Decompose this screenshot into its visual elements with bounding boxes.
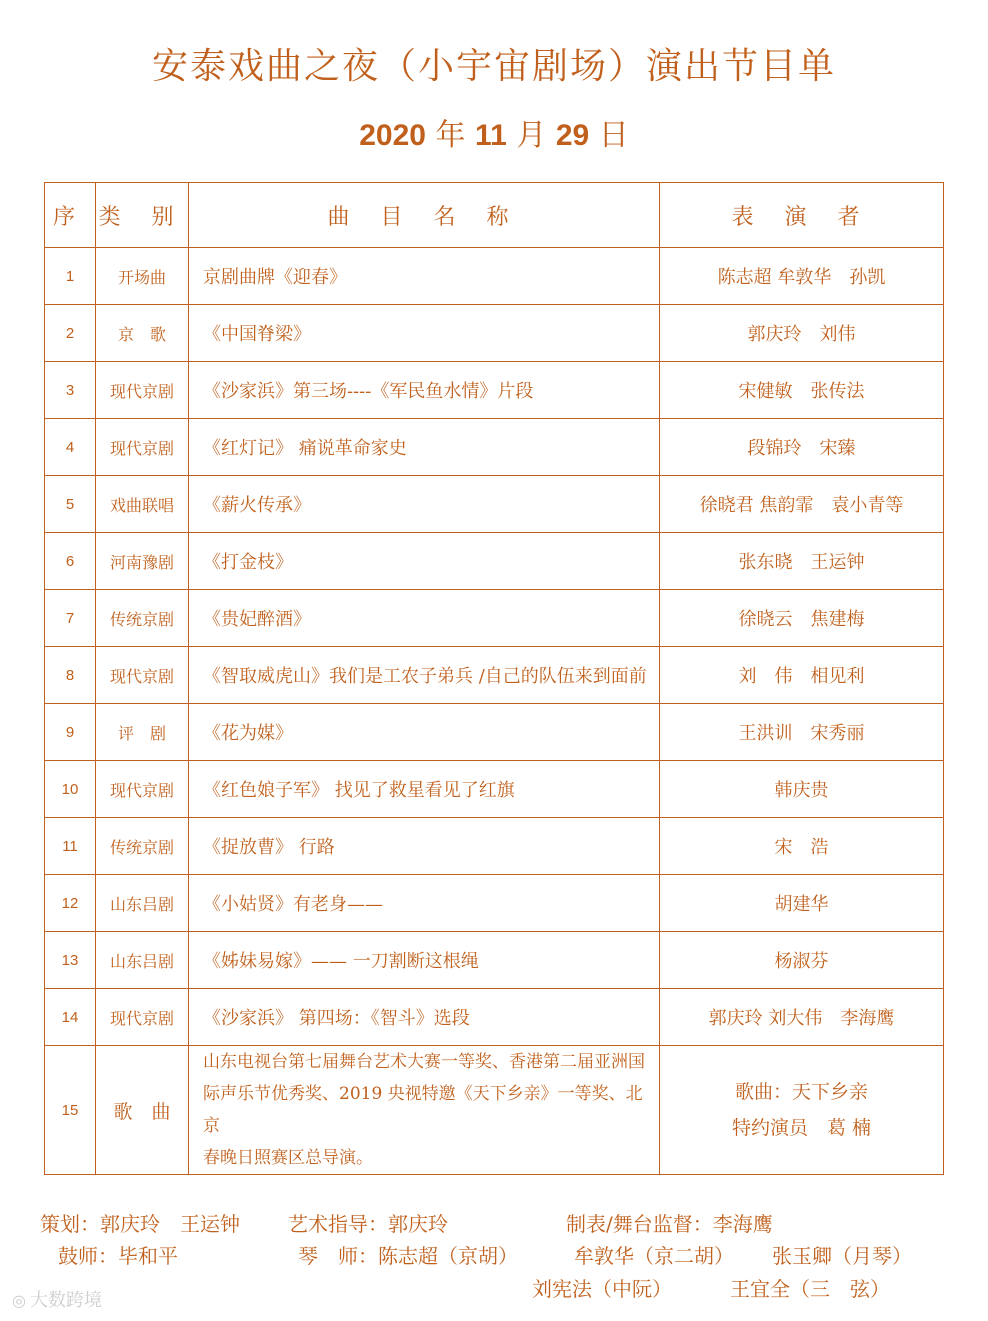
credit-sanxian: 王宜全（三 弦）	[730, 1277, 890, 1301]
row-number: 11	[45, 818, 96, 875]
table-row	[45, 875, 944, 932]
table-row	[45, 419, 944, 476]
row-performer-line: 歌曲：天下乡亲	[734, 1081, 868, 1103]
row-category: 歌 曲	[96, 1046, 189, 1175]
row-category: 京 歌	[96, 305, 189, 362]
table-row	[45, 362, 944, 419]
row-performers: 陈志超 牟敦华 孙凯	[660, 248, 944, 305]
date-month-unit: 月	[516, 118, 547, 153]
date-day-unit: 日	[598, 118, 629, 153]
row-title: 《打金枝》	[189, 533, 660, 590]
row-number: 12	[45, 875, 96, 932]
row-category: 现代京剧	[96, 647, 189, 704]
row-title: 《中国脊梁》	[189, 305, 660, 362]
table-row	[45, 1046, 944, 1175]
watermark-text: 大数跨境	[29, 1290, 102, 1311]
credit-art-director: 艺术指导：郭庆玲	[288, 1212, 448, 1236]
weibo-logo-icon: ◎	[12, 1291, 26, 1310]
credit-yueqin: 张玉卿（月琴）	[772, 1244, 912, 1268]
date-day: 29	[555, 119, 590, 152]
date-year-unit: 年	[435, 118, 466, 153]
row-number: 14	[45, 989, 96, 1046]
row-title: 《小姑贤》有老身——	[189, 875, 660, 932]
credit-planning: 策划：郭庆玲 王运钟	[40, 1212, 240, 1236]
row-performers: 宋健敏 张传法	[660, 362, 944, 419]
row-number: 7	[45, 590, 96, 647]
row-title: 《智取威虎山》我们是工农子弟兵 /自己的队伍来到面前	[189, 647, 660, 704]
column-header-title: 曲 目 名 称	[189, 183, 660, 248]
table-header-row	[45, 183, 944, 248]
row-performer-line: 特约演员 葛 楠	[731, 1117, 872, 1139]
row-performers: 胡建华	[660, 875, 944, 932]
column-header-performers: 表 演 者	[660, 183, 944, 248]
table-row	[45, 647, 944, 704]
credit-drummer: 鼓师：毕和平	[58, 1244, 178, 1268]
row-title-line: 际声乐节优秀奖、2019 央视特邀《天下乡亲》一等奖、北京	[203, 1084, 643, 1136]
date-month: 11	[475, 119, 507, 152]
credit-zhongruan: 刘宪法（中阮）	[532, 1277, 672, 1301]
watermark	[12, 1286, 102, 1312]
page-title: 安泰戏曲之夜（小宇宙剧场）演出节目单	[151, 46, 836, 87]
row-title: 《花为媒》	[189, 704, 660, 761]
table-row	[45, 989, 944, 1046]
row-number: 5	[45, 476, 96, 533]
table-row	[45, 761, 944, 818]
date-year: 2020	[359, 119, 426, 152]
row-performers: 郭庆玲 刘伟	[660, 305, 944, 362]
row-category: 戏曲联唱	[96, 476, 189, 533]
table-row	[45, 818, 944, 875]
row-performers: 郭庆玲 刘大伟 李海鹰	[660, 989, 944, 1046]
program-date	[0, 110, 988, 154]
row-category: 开场曲	[96, 248, 189, 305]
row-number: 9	[45, 704, 96, 761]
row-title: 《薪火传承》	[189, 476, 660, 533]
row-number: 10	[45, 761, 96, 818]
row-category: 山东吕剧	[96, 932, 189, 989]
row-title: 《沙家浜》第三场----《军民鱼水情》片段	[189, 362, 660, 419]
row-category: 河南豫剧	[96, 533, 189, 590]
row-number: 2	[45, 305, 96, 362]
row-performers	[660, 1046, 944, 1175]
program-table	[44, 182, 944, 1175]
row-title: 《捉放曹》 行路	[189, 818, 660, 875]
row-title: 《沙家浜》 第四场：《智斗》选段	[189, 989, 660, 1046]
credit-strings: 琴 师：陈志超（京胡）	[298, 1244, 518, 1268]
row-performers: 杨淑芬	[660, 932, 944, 989]
row-category: 现代京剧	[96, 362, 189, 419]
row-performers: 徐晓云 焦建梅	[660, 590, 944, 647]
row-number: 8	[45, 647, 96, 704]
row-title: 《红色娘子军》 找见了救星看见了红旗	[189, 761, 660, 818]
row-title: 京剧曲牌《迎春》	[189, 248, 660, 305]
row-number: 1	[45, 248, 96, 305]
credit-stage-manager: 制表/舞台监督：李海鹰	[566, 1212, 773, 1236]
table-row	[45, 533, 944, 590]
column-header-category: 类 别	[96, 183, 189, 248]
row-performers: 张东晓 王运钟	[660, 533, 944, 590]
table-row	[45, 932, 944, 989]
row-performers: 宋 浩	[660, 818, 944, 875]
row-category: 现代京剧	[96, 419, 189, 476]
row-performers: 徐晓君 焦韵霏 袁小青等	[660, 476, 944, 533]
credit-erhu: 牟敦华（京二胡）	[574, 1244, 734, 1268]
row-category: 评 剧	[96, 704, 189, 761]
table-row	[45, 590, 944, 647]
row-title	[189, 1046, 660, 1175]
row-category: 传统京剧	[96, 818, 189, 875]
row-category: 现代京剧	[96, 989, 189, 1046]
row-title: 《贵妃醉酒》	[189, 590, 660, 647]
table-row	[45, 704, 944, 761]
row-title-line: 春晚日照赛区总导演。	[203, 1148, 373, 1168]
table-row	[45, 476, 944, 533]
row-number: 3	[45, 362, 96, 419]
row-number: 6	[45, 533, 96, 590]
row-performers: 王洪训 宋秀丽	[660, 704, 944, 761]
row-performers: 刘 伟 相见利	[660, 647, 944, 704]
row-category: 山东吕剧	[96, 875, 189, 932]
row-title-line: 山东电视台第七届舞台艺术大赛一等奖、香港第二届亚洲国	[203, 1052, 645, 1072]
row-title: 《姊妹易嫁》—— 一刀割断这根绳	[189, 932, 660, 989]
row-number: 15	[45, 1046, 96, 1175]
row-title: 《红灯记》 痛说革命家史	[189, 419, 660, 476]
table-row	[45, 305, 944, 362]
row-number: 4	[45, 419, 96, 476]
table-row	[45, 248, 944, 305]
column-header-number: 序	[45, 183, 96, 248]
row-performers: 韩庆贵	[660, 761, 944, 818]
row-number: 13	[45, 932, 96, 989]
row-category: 传统京剧	[96, 590, 189, 647]
row-category: 现代京剧	[96, 761, 189, 818]
row-performers: 段锦玲 宋臻	[660, 419, 944, 476]
credits-section	[0, 1200, 988, 1310]
